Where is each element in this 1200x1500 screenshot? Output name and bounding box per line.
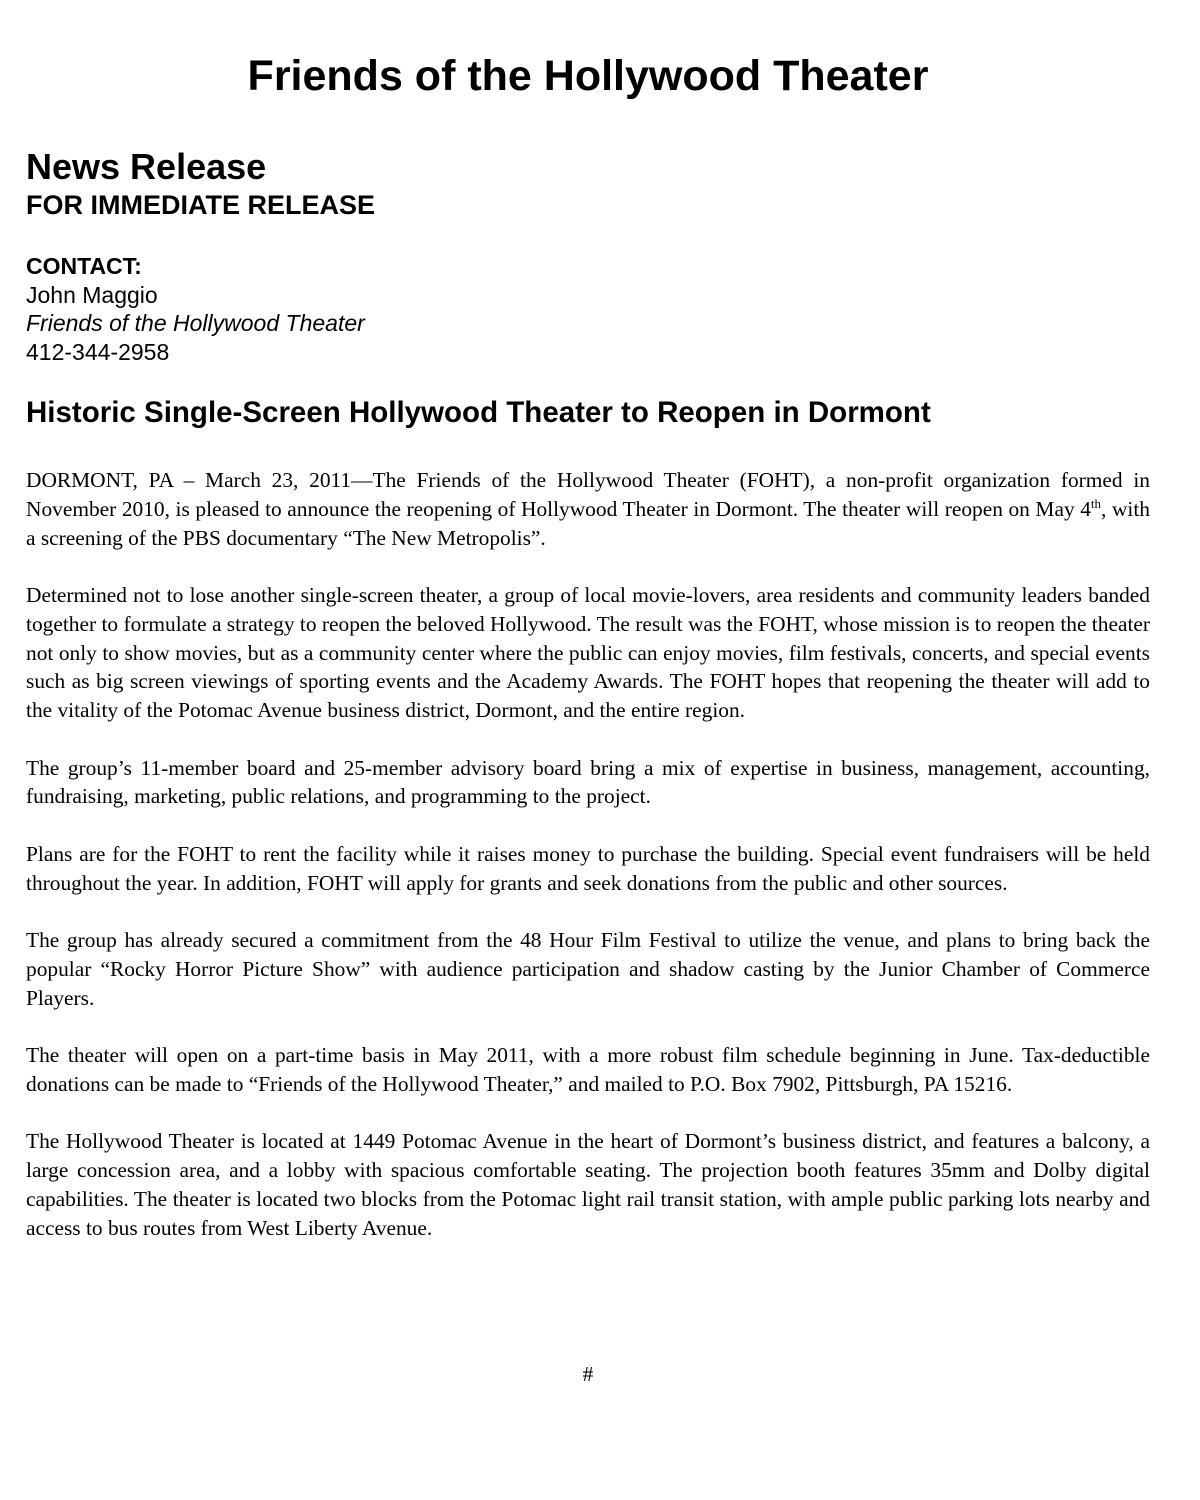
contact-organization: Friends of the Hollywood Theater <box>26 310 365 336</box>
contact-label: CONTACT: <box>26 253 142 279</box>
contact-phone: 412-344-2958 <box>26 338 170 365</box>
p1-superscript: th <box>1090 495 1102 511</box>
body-paragraph-7: The Hollywood Theater is located at 1449 Potomac Avenue in the heart of Dormont’s business district, and features a balcony, a large concession area, and a lobby with spacious comfortable seating. The projection booth features 35mm and Dolby digital capabilities. The theater is located two blocks from the Potomac light rail transit station, with ample public parking lots nearby and access to bus routes from West Liberty Avenue. <box>26 1129 1150 1240</box>
release-type-heading: News Release <box>26 146 267 187</box>
org-title: Friends of the Hollywood Theater <box>247 52 929 100</box>
p1-text-end: , with a screening of the PBS documentary “The New Metropolis”. <box>26 496 1150 550</box>
contact-block <box>26 252 365 366</box>
release-timing: FOR IMMEDIATE RELEASE <box>26 190 376 220</box>
release-headline: Historic Single-Screen Hollywood Theater to Reopen in Dormont <box>26 396 931 429</box>
release-body <box>26 466 1150 1271</box>
body-paragraph-6: The theater will open on a part-time basis in May 2011, with a more robust film schedule beginning in June. Tax-deductible donations can be made to “Friends of the Hollywood Theater,” and mailed to P.O. Box 7902, Pittsburgh, PA 15216. <box>26 1042 1150 1096</box>
body-paragraph-1 <box>26 466 1150 552</box>
end-mark: # <box>582 1362 594 1386</box>
body-paragraph-3: The group’s 11-member board and 25-member advisory board bring a mix of expertise in business, management, accounting, fundraising, marketing, public relations, and programming to the project. <box>26 755 1150 809</box>
p1-text-start: DORMONT, PA – March 23, 2011—The Friends of the Hollywood Theater (FOHT), a non-profit organization formed in November 2010, is pleased to announce the reopening of Hollywood Theater in Dormont. The theater will reopen on May 4 <box>26 468 1150 521</box>
body-paragraph-4: Plans are for the FOHT to rent the facility while it raises money to purchase the building. Special event fundraisers will be held throughout the year. In addition, FOHT will apply for grants and seek donations from the public and other sources. <box>26 841 1150 895</box>
body-paragraph-5: The group has already secured a commitment from the 48 Hour Film Festival to utilize the venue, and plans to bring back the popular “Rocky Horror Picture Show” with audience participation and shadow casting by the Junior Chamber of Commerce Players. <box>26 927 1150 1010</box>
body-paragraph-2: Determined not to lose another single-screen theater, a group of local movie-lovers, area residents and community leaders banded together to formulate a strategy to reopen the beloved Hollywood. The result was the FOHT, whose mission is to reopen the theater not only to show movies, but as a community center where the public can enjoy movies, film festivals, concerts, and special events such as big screen viewings of sporting events and the Academy Awards. The FOHT hopes that reopening the theater will add to the vitality of the Potomac Avenue business district, Dormont, and the entire region. <box>26 582 1150 723</box>
contact-name: John Maggio <box>26 281 158 308</box>
